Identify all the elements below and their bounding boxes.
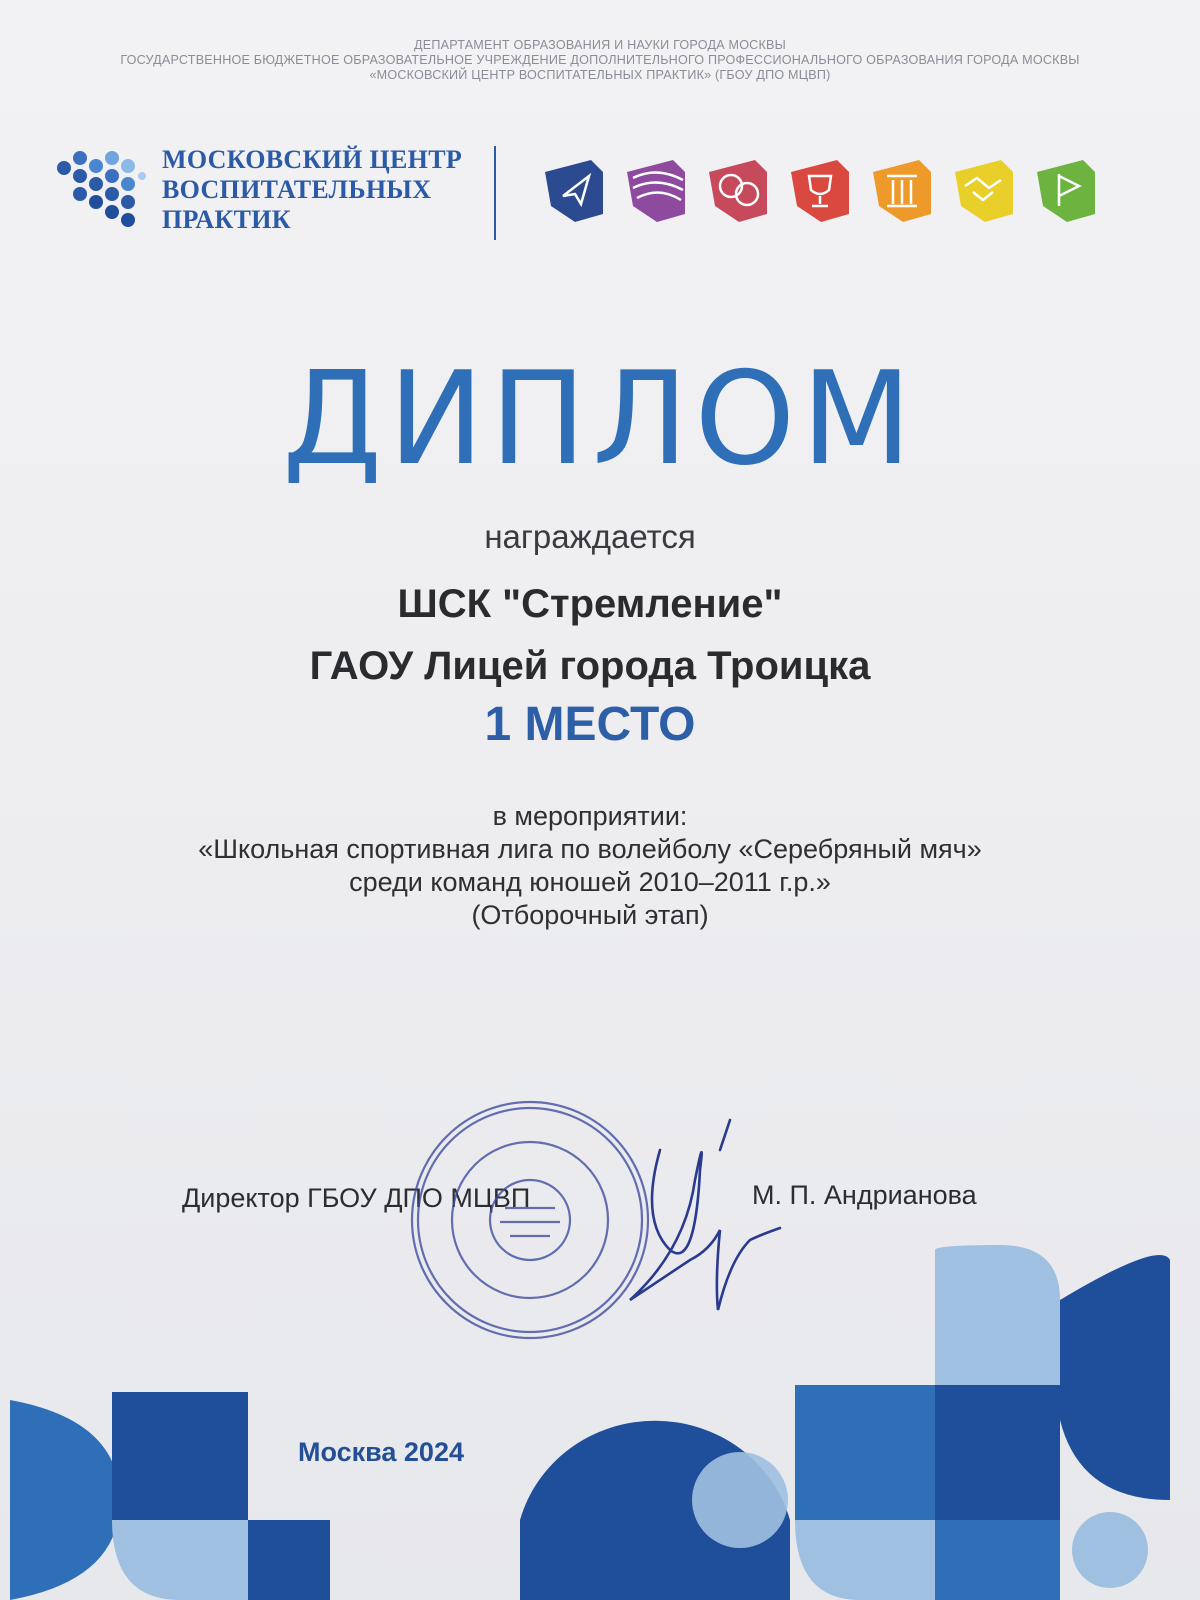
awarded-label: награждается — [484, 518, 696, 555]
diploma-title: ДИПЛОМ — [282, 345, 918, 494]
event-category: среди команд юношей 2010–2011 г.р.» — [349, 867, 831, 897]
org-name-line-3: ПРАКТИК — [162, 205, 291, 234]
city-year: Москва 2024 — [298, 1437, 464, 1467]
org-name-line-1: МОСКОВСКИЙ ЦЕНТР — [162, 145, 463, 174]
director-name: М. П. Андрианова — [752, 1180, 977, 1210]
event-stage: (Отборочный этап) — [471, 900, 709, 930]
header-line-1: ДЕПАРТАМЕНТ ОБРАЗОВАНИЯ И НАУКИ ГОРОДА МОСКВЫ — [414, 38, 786, 52]
header-line-2: ГОСУДАРСТВЕННОЕ БЮДЖЕТНОЕ ОБРАЗОВАТЕЛЬНОЕ УЧРЕЖДЕНИЕ ДОПОЛНИТЕЛЬНОГО ПРОФЕССИОНАЛЬНОГО ОБРАЗОВАНИЯ ГОРОДА МОСКВЫ — [120, 53, 1080, 67]
org-name-line-2: ВОСПИТАТЕЛЬНЫХ — [162, 175, 432, 204]
header-line-3: «МОСКОВСКИЙ ЦЕНТР ВОСПИТАТЕЛЬНЫХ ПРАКТИК» (ГБОУ ДПО МЦВП) — [369, 68, 831, 82]
event-intro: в мероприятии: — [492, 801, 688, 831]
director-title: Директор ГБОУ ДПО МЦВП — [182, 1183, 531, 1213]
recipient-club: ШСК "Стремление" — [397, 582, 783, 626]
place-award: 1 МЕСТО — [484, 698, 696, 751]
recipient-school: ГАОУ Лицей города Троицка — [309, 644, 871, 688]
event-name: «Школьная спортивная лига по волейболу «Серебряный мяч» — [198, 834, 982, 864]
handwritten-signature-icon — [600, 1110, 810, 1340]
